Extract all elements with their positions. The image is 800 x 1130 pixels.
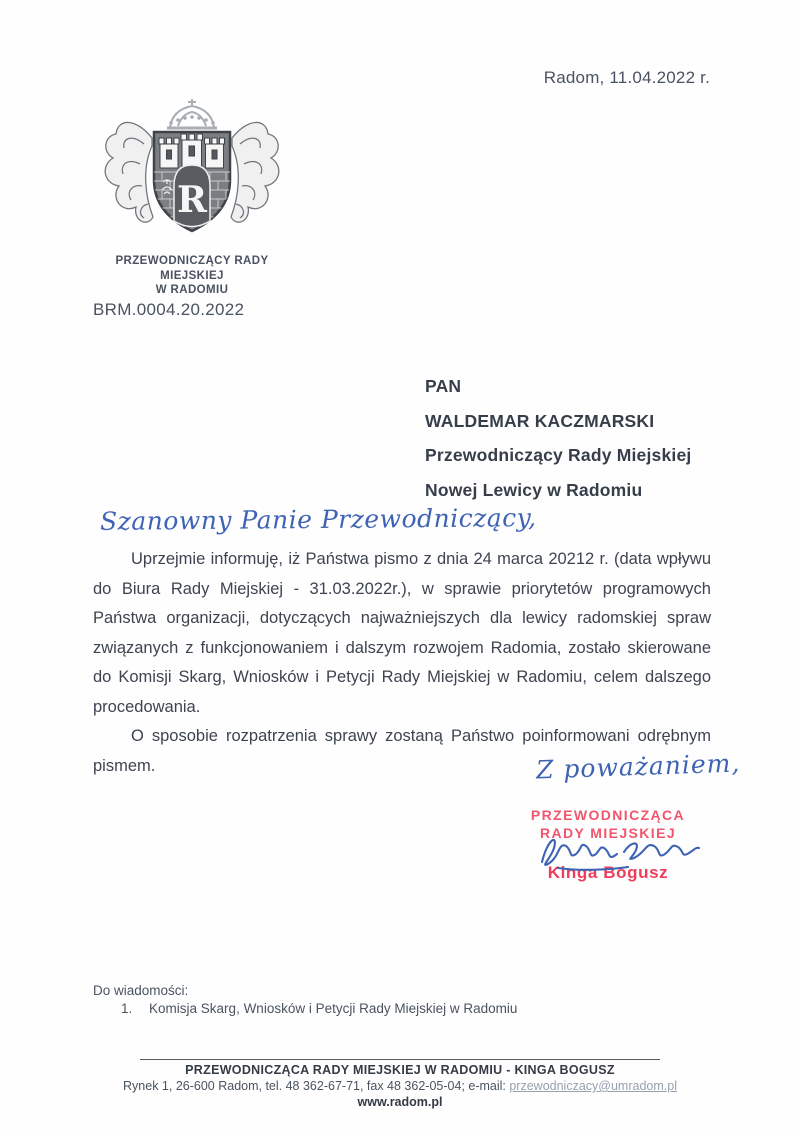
letterhead <box>86 94 298 298</box>
cc-item-text: Komisja Skarg, Wniosków i Petycji Rady Miejskiej w Radomiu <box>149 1001 518 1016</box>
footer-address: Rynek 1, 26-600 Radom, tel. 48 362-67-71, fax 48 362-05-04; e-mail: <box>123 1079 510 1093</box>
cc-label: Do wiadomości: <box>93 983 189 998</box>
crown-icon <box>167 99 217 128</box>
cc-block <box>93 982 517 1017</box>
stamp-title-line2: RADY MIEJSKIEJ <box>539 825 677 841</box>
body-paragraph-2: O sposobie rozpatrzenia sprawy zostaną Państwo poinformowani odrębnym pismem. <box>93 727 711 775</box>
footer-contact-line <box>0 1079 800 1093</box>
footer-website: www.radom.pl <box>357 1095 443 1109</box>
cc-item <box>93 1000 517 1017</box>
stamp-title-line1: PRZEWODNICZĄCA <box>530 807 686 823</box>
letterhead-title-line2: W RADOMIU <box>155 284 229 296</box>
page-footer <box>0 1059 800 1109</box>
letterhead-title-line1: PRZEWODNICZĄCY RADY MIEJSKIEJ <box>115 255 269 282</box>
mantling-left <box>105 122 153 222</box>
date-line: Radom, 11.04.2022 r. <box>543 68 710 87</box>
body-paragraph-1: Uprzejmie informuję, iż Państwa pismo z dnia 24 marca 20212 r. (data wpływu do Biura Rady Miejskiej - 31.03.2022r.), w sprawie priorytetów programowych Państwa organizacji, dotyczących najważniejszych dla lewicy radomskiej spraw związanych z funkcjonowaniem i dalszym rozwojem Radomia, zostało skierowane do Komisji Skarg, Wniosków i Petycji Rady Miejskiej w Radomiu, celem dalszego procedowania. <box>93 550 711 716</box>
reference-number: BRM.0004.20.2022 <box>93 300 245 319</box>
recipient-title-line2: Nowej Lewicy w Radomiu <box>425 479 643 500</box>
handwritten-valediction: Z poważaniem, <box>535 748 741 785</box>
letter-body <box>93 545 711 781</box>
handwritten-salutation: Szanowny Panie Przewodniczący, <box>99 503 537 536</box>
letterhead-title <box>86 254 298 298</box>
radom-coat-of-arms-icon <box>92 94 292 244</box>
stamp-name: Kinga Bogusz <box>547 863 669 882</box>
footer-divider <box>140 1059 660 1060</box>
crest-letter: R <box>177 179 207 221</box>
recipient-salutation: PAN <box>425 376 462 396</box>
footer-title: PRZEWODNICZĄCA RADY MIEJSKIEJ W RADOMIU - KINGA BOGUSZ <box>185 1063 615 1077</box>
cc-item-number: 1. <box>121 1001 133 1016</box>
recipient-name: WALDEMAR KACZMARSKI <box>425 410 655 431</box>
castle-towers <box>159 134 225 168</box>
mantling-right <box>231 122 279 222</box>
recipient-title-line1: Przewodniczący Rady Miejskiej <box>425 445 692 465</box>
handwritten-signature <box>528 824 706 876</box>
footer-email-link[interactable]: przewodniczacy@umradom.pl <box>509 1079 677 1093</box>
recipient-block <box>425 369 691 507</box>
